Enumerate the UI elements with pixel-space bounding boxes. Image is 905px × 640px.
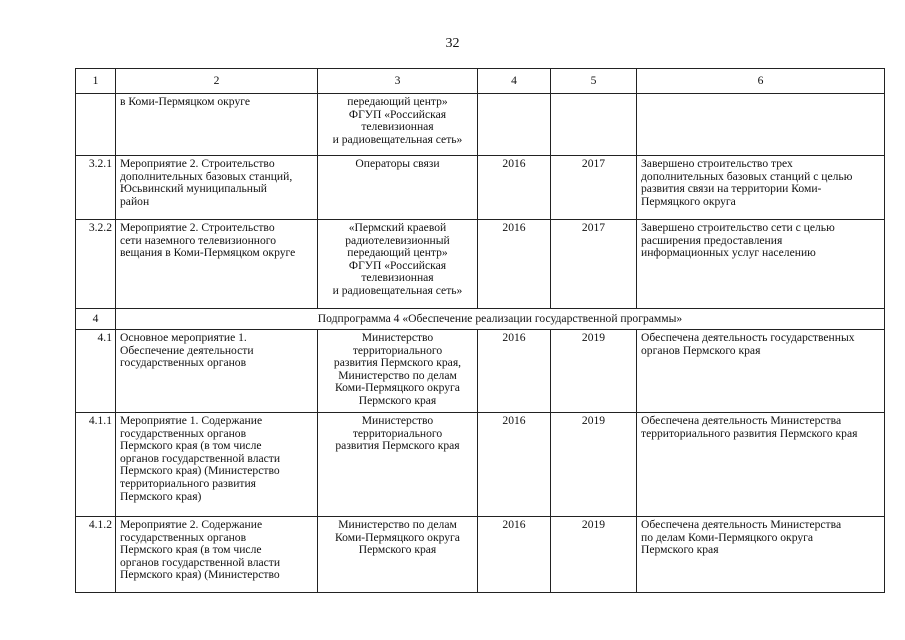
header-cell: 1 [76, 69, 116, 94]
header-cell: 3 [318, 69, 478, 94]
table-row [76, 413, 885, 517]
activity-name: Мероприятие 2. Строительство дополнительных базовых станций, Юсьвинский муниципальный район [116, 156, 318, 220]
start-year: 2016 [478, 156, 551, 220]
executor: Министерство территориального развития Пермского края, Министерство по делам Коми-Пермяцкого округа Пермского края [318, 330, 478, 413]
result: Обеспечена деятельность Министерства территориального развития Пермского края [637, 413, 885, 517]
subprogram-row [76, 309, 885, 330]
result: Обеспечена деятельность Министерства по делам Коми-Пермяцкого округа Пермского края [637, 517, 885, 593]
row-number: 3.2.2 [76, 220, 116, 309]
start-year: 2016 [478, 330, 551, 413]
row-number [76, 94, 116, 156]
header-cell: 2 [116, 69, 318, 94]
header-cell: 5 [551, 69, 637, 94]
row-number: 4.1.2 [76, 517, 116, 593]
plan-table [75, 68, 885, 593]
result: Завершено строительство трех дополнительных базовых станций с целью развития связи на территории Коми- Пермяцкого округа [637, 156, 885, 220]
start-year [478, 94, 551, 156]
start-year: 2016 [478, 413, 551, 517]
row-number: 4.1 [76, 330, 116, 413]
result [637, 94, 885, 156]
executor: Министерство территориального развития Пермского края [318, 413, 478, 517]
header-row [76, 69, 885, 94]
subprogram-number: 4 [76, 309, 116, 330]
end-year: 2019 [551, 413, 637, 517]
end-year: 2019 [551, 517, 637, 593]
end-year: 2017 [551, 220, 637, 309]
activity-name: в Коми-Пермяцком округе [116, 94, 318, 156]
header-cell: 6 [637, 69, 885, 94]
end-year [551, 94, 637, 156]
executor: передающий центр» ФГУП «Российская телевизионная и радиовещательная сеть» [318, 94, 478, 156]
executor: Операторы связи [318, 156, 478, 220]
end-year: 2017 [551, 156, 637, 220]
subprogram-title: Подпрограмма 4 «Обеспечение реализации государственной программы» [116, 309, 885, 330]
start-year: 2016 [478, 517, 551, 593]
row-number: 4.1.1 [76, 413, 116, 517]
result: Обеспечена деятельность государственных органов Пермского края [637, 330, 885, 413]
page-number: 32 [445, 36, 460, 51]
executor: Министерство по делам Коми-Пермяцкого округа Пермского края [318, 517, 478, 593]
header-cell: 4 [478, 69, 551, 94]
row-number: 3.2.1 [76, 156, 116, 220]
table-row [76, 156, 885, 220]
table-row [76, 517, 885, 593]
start-year: 2016 [478, 220, 551, 309]
activity-name: Мероприятие 2. Строительство сети наземного телевизионного вещания в Коми-Пермяцком округе [116, 220, 318, 309]
result: Завершено строительство сети с целью расширения предоставления информационных услуг населению [637, 220, 885, 309]
table-row [76, 94, 885, 156]
activity-name: Мероприятие 2. Содержание государственных органов Пермского края (в том числе органов государственной власти Пермского края) (Министерство [116, 517, 318, 593]
activity-name: Основное мероприятие 1. Обеспечение деятельности государственных органов [116, 330, 318, 413]
table-row [76, 330, 885, 413]
activity-name: Мероприятие 1. Содержание государственных органов Пермского края (в том числе органов государственной власти Пермского края) (Министерство территориального развития Пермского края) [116, 413, 318, 517]
end-year: 2019 [551, 330, 637, 413]
executor: «Пермский краевой радиотелевизионный передающий центр» ФГУП «Российская телевизионная и радиовещательная сеть» [318, 220, 478, 309]
table-row [76, 220, 885, 309]
